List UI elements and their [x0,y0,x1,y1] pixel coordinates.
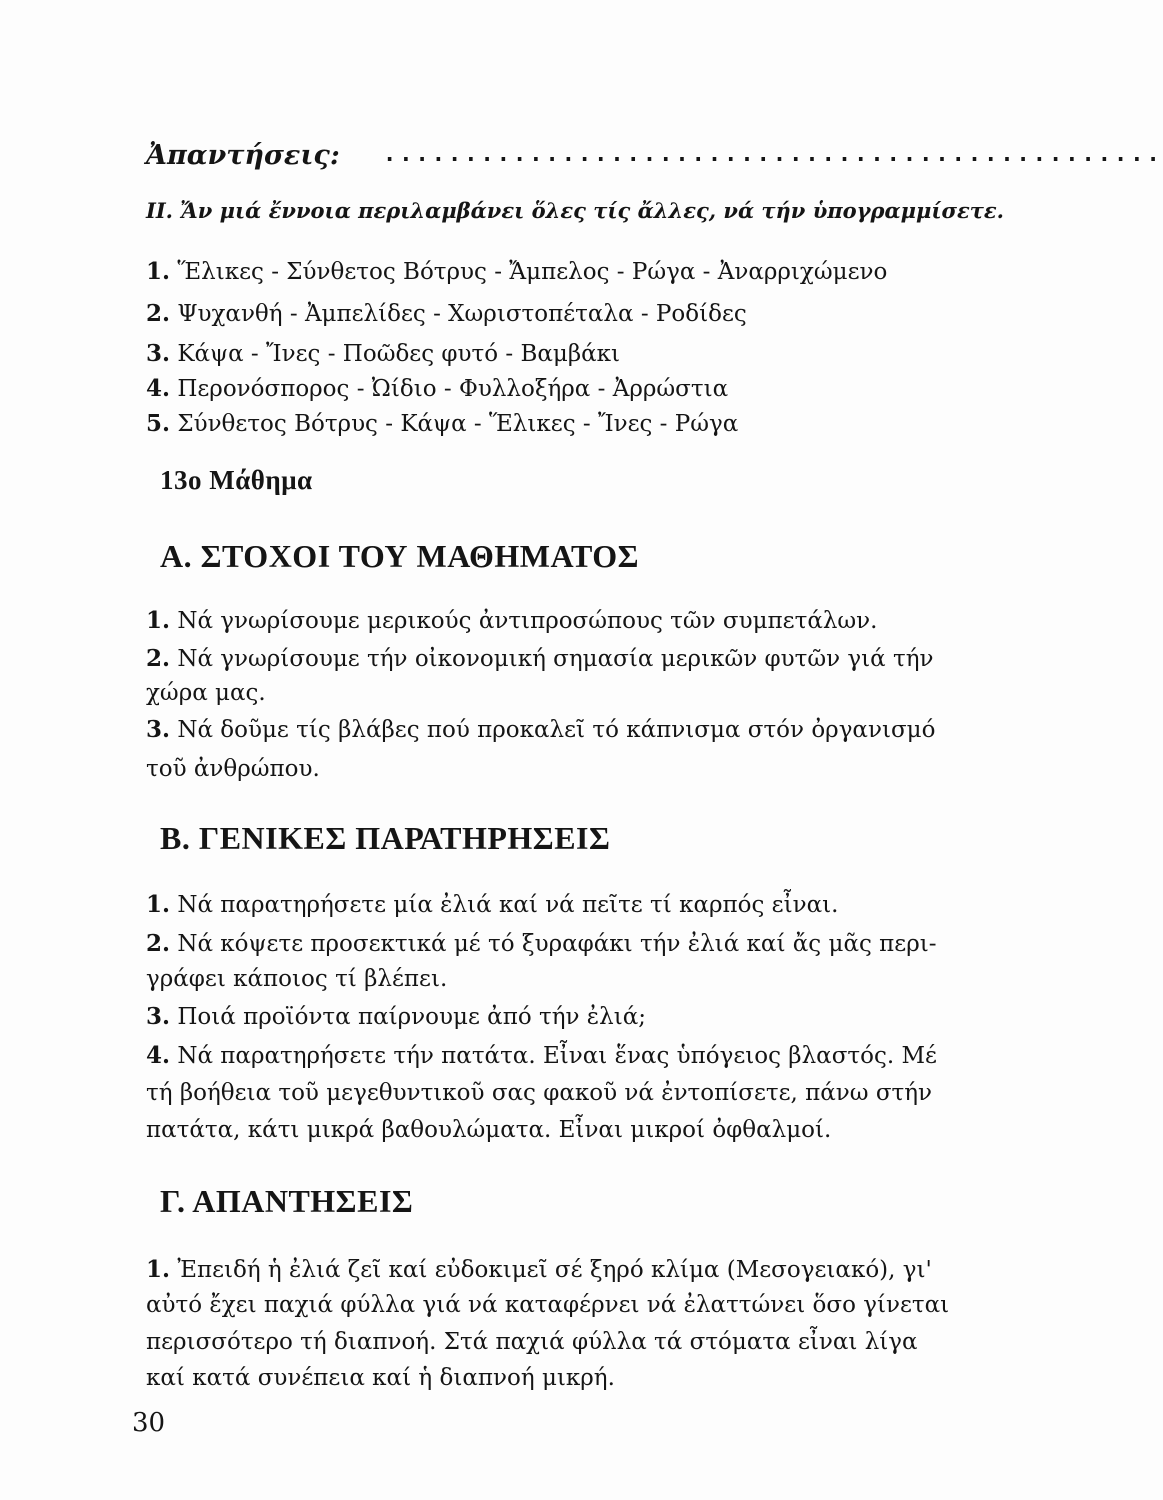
answer-dotted-line: ................................................ [383,142,1163,167]
item-text: Περονόσπορος - Ὠίδιο - Φυλλοξήρα - Ἀρρώστια [177,376,729,402]
exercise-item [146,340,620,367]
observation-item [146,930,937,957]
item-number: 2. [146,645,171,672]
goal-item-continuation: χώρα μας. [146,680,266,706]
item-text: Νά γνωρίσουμε μερικούς ἀντιπροσώπους τῶν συμπετάλων. [177,608,878,634]
item-text: Νά κόψετε προσεκτικά μέ τό ξυραφάκι τήν ἐλιά καί ἄς μᾶς περι- [177,931,937,957]
item-number: 2. [146,930,171,957]
goal-item-continuation: τοῦ ἀνθρώπου. [146,756,320,782]
item-number: 1. [146,1256,171,1283]
answer-item-continuation: περισσότερο τή διαπνοή. Στά παχιά φύλλα τά στόματα εἶναι λίγα [146,1329,918,1355]
answer-item [146,1256,932,1283]
item-number: 3. [146,1003,171,1030]
observation-item-continuation: γράφει κάποιος τί βλέπει. [146,966,448,992]
exercise-item [146,410,738,437]
observation-item [146,891,838,918]
item-text: Νά δοῦμε τίς βλάβες πού προκαλεῖ τό κάπνισμα στόν ὀργανισμό [177,717,936,743]
item-text: Ἐπειδή ἡ ἐλιά ζεῖ καί εὐδοκιμεῖ σέ ξηρό κλίμα (Μεσογειακό), γι' [177,1257,932,1283]
item-number: 1. [146,258,171,285]
item-number: 3. [146,716,171,743]
item-text: Νά παρατηρήσετε μία ἐλιά καί νά πεῖτε τί καρπός εἶναι. [177,892,839,918]
item-number: 1. [146,607,171,634]
item-number: 4. [146,375,171,402]
item-text: Σύνθετος Βότρυς - Κάψα - Ἕλικες - Ἴνες - Ρώγα [177,411,739,437]
observation-item [146,1003,646,1030]
goal-item [146,607,877,634]
observation-item [146,1042,937,1069]
item-number: 2. [146,300,171,327]
observation-item-continuation: τή βοήθεια τοῦ μεγεθυντικοῦ σας φακοῦ νά ἐντοπίσετε, πάνω στήν [146,1080,933,1106]
goal-item [146,716,935,743]
item-text: Ψυχανθή - Ἀμπελίδες - Χωριστοπέταλα - Ροδίδες [177,301,747,327]
answer-item-continuation: αὐτό ἔχει παχιά φύλλα γιά νά καταφέρνει νά ἐλαττώνει ὅσο γίνεται [146,1292,950,1318]
section-c-heading: Γ. ΑΠΑΝΤΗΣΕΙΣ [160,1183,414,1219]
item-number: 5. [146,410,171,437]
exercise-item [146,300,747,327]
item-text: Ποιά προϊόντα παίρνουμε ἀπό τήν ἐλιά; [177,1004,646,1030]
item-text: Νά γνωρίσουμε τήν οἰκονομική σημασία μερικῶν φυτῶν γιά τήν [177,646,934,672]
answers-header: Ἀπαντήσεις: [146,140,340,171]
item-text: Κάψα - Ἴνες - Ποῶδες φυτό - Βαμβάκι [177,341,621,367]
section-a-heading: Α. ΣΤΟΧΟΙ ΤΟΥ ΜΑΘΗΜΑΤΟΣ [160,538,640,574]
exercise-item [146,258,887,285]
item-number: 4. [146,1042,171,1069]
section-b-heading: Β. ΓΕΝΙΚΕΣ ΠΑΡΑΤΗΡΗΣΕΙΣ [160,820,611,856]
exercise-ii-title: ΙΙ. Ἄν μιά ἔννοια περιλαμβάνει ὅλες τίς ἄλλες, νά τήν ὑπογραμμίσετε. [146,198,1004,223]
item-number: 3. [146,340,171,367]
item-number: 1. [146,891,171,918]
answer-item-continuation: καί κατά συνέπεια καί ἡ διαπνοή μικρή. [146,1365,615,1391]
item-text: Νά παρατηρήσετε τήν πατάτα. Εἶναι ἕνας ὑπόγειος βλαστός. Μέ [177,1043,937,1069]
exercise-item [146,375,728,402]
item-text: Ἕλικες - Σύνθετος Βότρυς - Ἄμπελος - Ρώγα - Ἀναρριχώμενο [177,259,888,285]
page-number: 30 [132,1408,166,1438]
lesson-title: 13ο Μάθημα [160,465,313,495]
goal-item [146,645,933,672]
observation-item-continuation: πατάτα, κάτι μικρά βαθουλώματα. Εἶναι μικροί ὀφθαλμοί. [146,1117,832,1143]
